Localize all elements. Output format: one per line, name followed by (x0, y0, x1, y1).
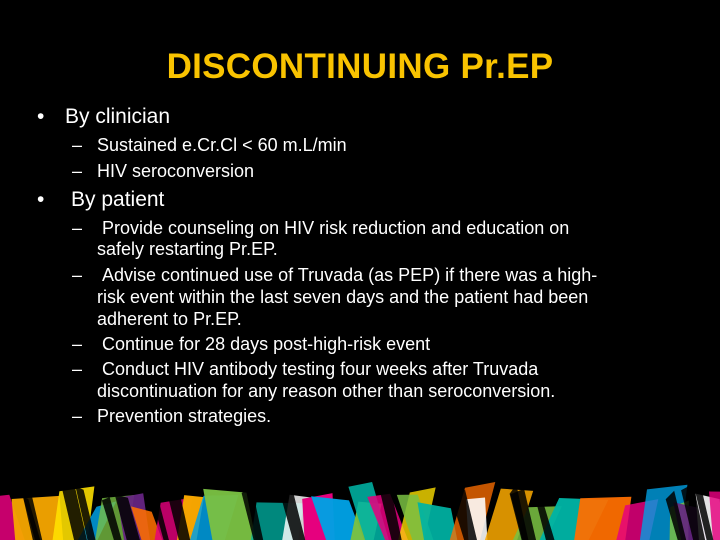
bullet-marker: • (37, 188, 45, 211)
sub-bullet-marker: – (72, 334, 83, 354)
sub-bullet-antibody-testing (72, 358, 692, 402)
sub-bullet-text: HIV seroconversion (97, 161, 255, 181)
sub-bullet-line: safely restarting Pr.EP. (97, 239, 278, 259)
sub-bullet-line: Prevention strategies. (97, 406, 272, 426)
sub-bullet-line: risk event within the last seven days and the patient had been (97, 287, 589, 307)
bullet-label: By patient (71, 188, 165, 211)
bullet-by-clinician (37, 104, 337, 130)
sub-bullet-line: Provide counseling on HIV risk reduction and education on (102, 218, 570, 238)
bullet-marker: • (37, 105, 45, 128)
sub-bullet-marker: – (72, 218, 83, 238)
sub-bullet-text: Sustained e.Cr.Cl < 60 m.L/min (97, 135, 347, 155)
sub-bullet-marker: – (72, 406, 83, 426)
bullet-label: By clinician (65, 105, 171, 128)
sub-bullet-ecrcl (72, 134, 692, 156)
slide-title: DISCONTINUING Pr.EP (166, 47, 554, 86)
sub-bullet-line: Continue for 28 days post-high-risk event (102, 334, 431, 354)
sub-bullet-line: adherent to Pr.EP. (97, 309, 242, 329)
sub-bullet-continue-28-days (72, 333, 692, 355)
sub-bullet-line: discontinuation for any reason other than seroconversion. (97, 381, 556, 401)
sub-bullet-prevention (72, 405, 692, 427)
bullet-by-patient (37, 187, 337, 213)
sub-bullet-marker: – (72, 265, 83, 285)
sub-bullet-counseling (72, 217, 692, 261)
sub-bullet-truvada-pep (72, 264, 692, 330)
decorative-band (0, 482, 720, 540)
sub-bullet-seroconversion (72, 160, 692, 182)
sub-bullet-line: Conduct HIV antibody testing four weeks after Truvada (102, 359, 539, 379)
sub-bullet-marker: – (72, 359, 83, 379)
sub-bullet-marker: – (72, 135, 83, 155)
sub-bullet-marker: – (72, 161, 83, 181)
sub-bullet-line: Advise continued use of Truvada (as PEP) if there was a high- (102, 265, 598, 285)
